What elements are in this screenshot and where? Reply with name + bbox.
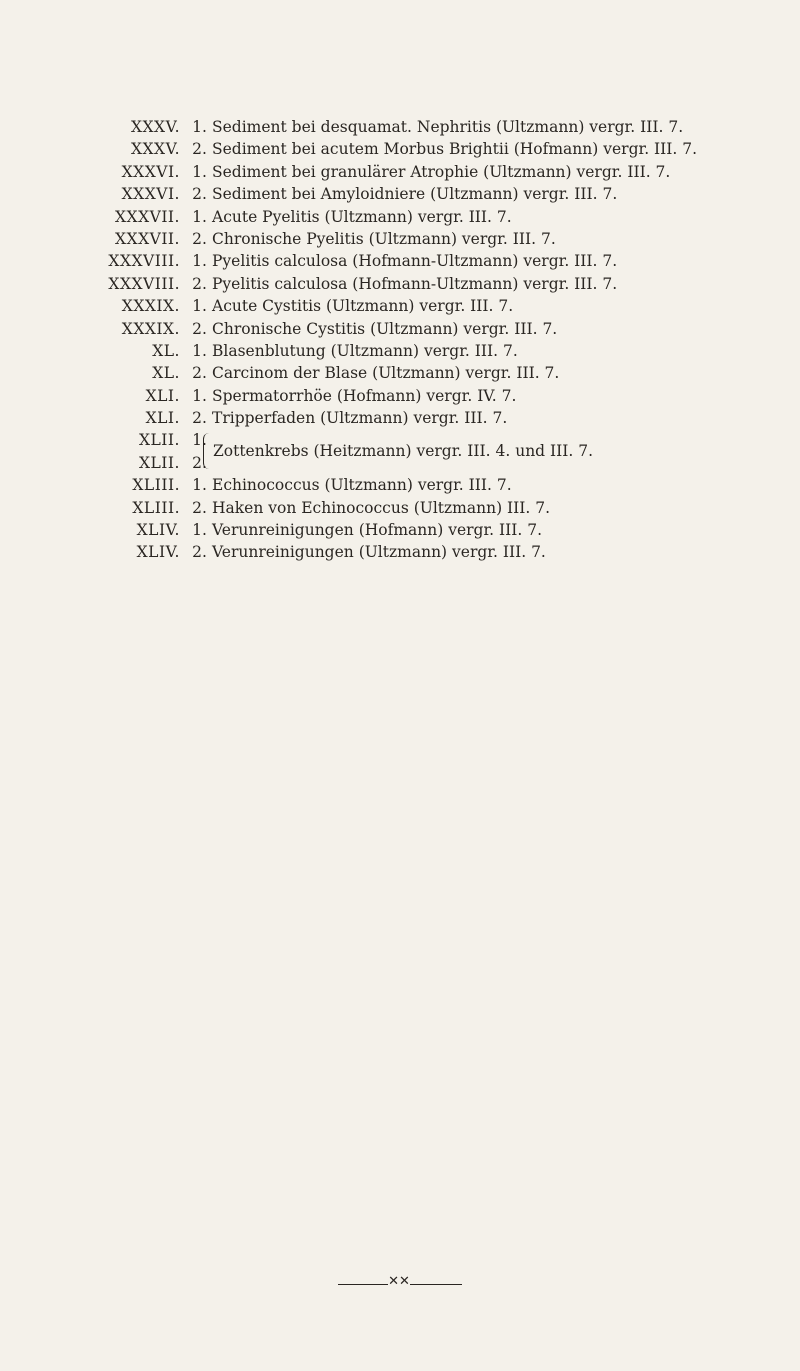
- plate-description: Sediment bei acutem Morbus Brightii (Hofmann) vergr. III. 7.: [212, 140, 698, 159]
- plate-description: Chronische Cystitis (Ultzmann) vergr. III. 7.: [212, 319, 558, 338]
- figure-number: 1: [192, 476, 202, 495]
- plate-description: Chronische Pyelitis (Ultzmann) vergr. III. 7.: [212, 229, 556, 248]
- plate-description: Tripperfaden (Ultzmann) vergr. III. 7.: [212, 409, 508, 428]
- brace-icon: [203, 433, 212, 469]
- plate-numeral: XXXIX.: [121, 297, 180, 316]
- list-item: XLI. 1 . Spermatorrhöe (Hofmann) vergr. IV. 7.: [60, 385, 760, 407]
- plate-description: Carcinom der Blase (Ultzmann) vergr. III. 7.: [212, 364, 560, 383]
- figure-number: 2: [192, 543, 202, 562]
- plate-numeral: XLI.: [145, 386, 180, 405]
- list-item: XXXIX. 1 . Acute Cystitis (Ultzmann) vergr. III. 7.: [60, 295, 760, 317]
- plate-numeral: XXXVIII.: [108, 274, 180, 293]
- list-item: XL. 2 . Carcinom der Blase (Ultzmann) vergr. III. 7.: [60, 362, 760, 384]
- plate-numeral: XLIII.: [132, 476, 180, 495]
- list-item: XLIV. 1 . Verunreinigungen (Hofmann) vergr. III. 7.: [60, 519, 760, 541]
- list-item: XLII. 1 .: [60, 429, 760, 451]
- plate-numeral: XXXIX.: [121, 319, 180, 338]
- plate-description: Verunreinigungen (Ultzmann) vergr. III. 7.: [212, 543, 546, 562]
- figure-number: 2: [192, 364, 202, 383]
- plate-numeral: XXXVII.: [115, 229, 180, 248]
- figure-number: 1: [192, 162, 202, 181]
- plate-description: Pyelitis calculosa (Hofmann-Ultzmann) vergr. III. 7.: [212, 252, 618, 271]
- plate-numeral: XXXVI.: [121, 185, 180, 204]
- plate-numeral: XXXVI.: [121, 162, 180, 181]
- figure-number: 1: [192, 521, 202, 540]
- figure-number: 2: [192, 319, 202, 338]
- figure-number: 2: [192, 185, 202, 204]
- list-item: XLIV. 2 . Verunreinigungen (Ultzmann) vergr. III. 7.: [60, 541, 760, 563]
- figure-number: 1: [192, 207, 202, 226]
- figure-number: 1: [192, 386, 202, 405]
- plate-description: Acute Pyelitis (Ultzmann) vergr. III. 7.: [212, 207, 512, 226]
- ornament-mark: ✕✕: [388, 1274, 410, 1289]
- plate-description: Zottenkrebs (Heitzmann) vergr. III. 4. und III. 7.: [213, 442, 594, 461]
- list-item: XLII. 2 .: [60, 452, 760, 474]
- list-item: XLIII. 2 . Haken von Echinococcus (Ultzmann) III. 7.: [60, 497, 760, 519]
- list-item: XXXV. 1 . Sediment bei desquamat. Nephritis (Ultzmann) vergr. III. 7.: [60, 116, 760, 138]
- plate-description: Pyelitis calculosa (Hofmann-Ultzmann) vergr. III. 7.: [212, 274, 618, 293]
- plate-numeral: XLII.: [138, 453, 180, 472]
- list-item: XXXVII. 2 . Chronische Pyelitis (Ultzmann) vergr. III. 7.: [60, 228, 760, 250]
- figure-number: 2: [192, 140, 202, 159]
- plate-numeral: XL.: [152, 341, 180, 360]
- plate-description: Verunreinigungen (Hofmann) vergr. III. 7.: [212, 521, 543, 540]
- plate-numeral: XXXVIII.: [108, 252, 180, 271]
- figure-number: 1: [192, 431, 202, 450]
- figure-number: 2: [192, 453, 202, 472]
- list-item: XXXVIII. 2 . Pyelitis calculosa (Hofmann-Ultzmann) vergr. III. 7.: [60, 273, 760, 295]
- plate-numeral: XXXV.: [130, 118, 180, 136]
- plate-description: Blasenblutung (Ultzmann) vergr. III. 7.: [212, 341, 518, 360]
- list-item: XXXIX. 2 . Chronische Cystitis (Ultzmann) vergr. III. 7.: [60, 318, 760, 340]
- plate-numeral: XL.: [152, 364, 180, 383]
- list-item: XXXVII. 1 . Acute Pyelitis (Ultzmann) vergr. III. 7.: [60, 206, 760, 228]
- plate-description: Spermatorrhöe (Hofmann) vergr. IV. 7.: [212, 386, 517, 405]
- figure-number: 2: [192, 229, 202, 248]
- plate-numeral: XLIII.: [132, 498, 180, 517]
- figure-number: 2: [192, 498, 202, 517]
- plate-description: Acute Cystitis (Ultzmann) vergr. III. 7.: [212, 297, 514, 316]
- list-item: XL. 1 . Blasenblutung (Ultzmann) vergr. III. 7.: [60, 340, 760, 362]
- plate-description: Echinococcus (Ultzmann) vergr. III. 7.: [212, 476, 512, 495]
- plate-description: Haken von Echinococcus (Ultzmann) III. 7.: [212, 498, 551, 517]
- list-item: XXXVIII. 1 . Pyelitis calculosa (Hofmann-Ultzmann) vergr. III. 7.: [60, 250, 760, 272]
- fleuron-icon: [338, 1274, 462, 1290]
- plate-numeral: XXXVII.: [115, 207, 180, 226]
- figure-number: 1: [192, 252, 202, 271]
- plate-index: [60, 116, 760, 564]
- plate-description: Sediment bei Amyloidniere (Ultzmann) vergr. III. 7.: [212, 185, 618, 204]
- plate-numeral: XLI.: [145, 409, 180, 428]
- list-item: XXXVI. 2 . Sediment bei Amyloidniere (Ultzmann) vergr. III. 7.: [60, 183, 760, 205]
- list-item: XXXV. 2 . Sediment bei acutem Morbus Brightii (Hofmann) vergr. III. 7.: [60, 138, 760, 160]
- figure-number: 1: [192, 118, 202, 136]
- plate-description: Sediment bei desquamat. Nephritis (Ultzmann) vergr. III. 7.: [212, 118, 684, 136]
- plate-numeral: XLIV.: [136, 521, 180, 540]
- list-item: XLI. 2 . Tripperfaden (Ultzmann) vergr. III. 7.: [60, 407, 760, 429]
- plate-numeral: XLII.: [138, 431, 180, 450]
- figure-number: 2: [192, 274, 202, 293]
- figure-number: 1: [192, 297, 202, 316]
- plate-numeral: XLIV.: [136, 543, 180, 562]
- list-item: XXXVI. 1 . Sediment bei granulärer Atrophie (Ultzmann) vergr. III. 7.: [60, 161, 760, 183]
- figure-number: 2: [192, 409, 202, 428]
- plate-numeral: XXXV.: [130, 140, 180, 159]
- list-item: XLIII. 1 . Echinococcus (Ultzmann) vergr. III. 7.: [60, 474, 760, 496]
- bracketed-entry-group: [60, 429, 760, 474]
- figure-number: 1: [192, 341, 202, 360]
- plate-description: Sediment bei granulärer Atrophie (Ultzmann) vergr. III. 7.: [212, 162, 671, 181]
